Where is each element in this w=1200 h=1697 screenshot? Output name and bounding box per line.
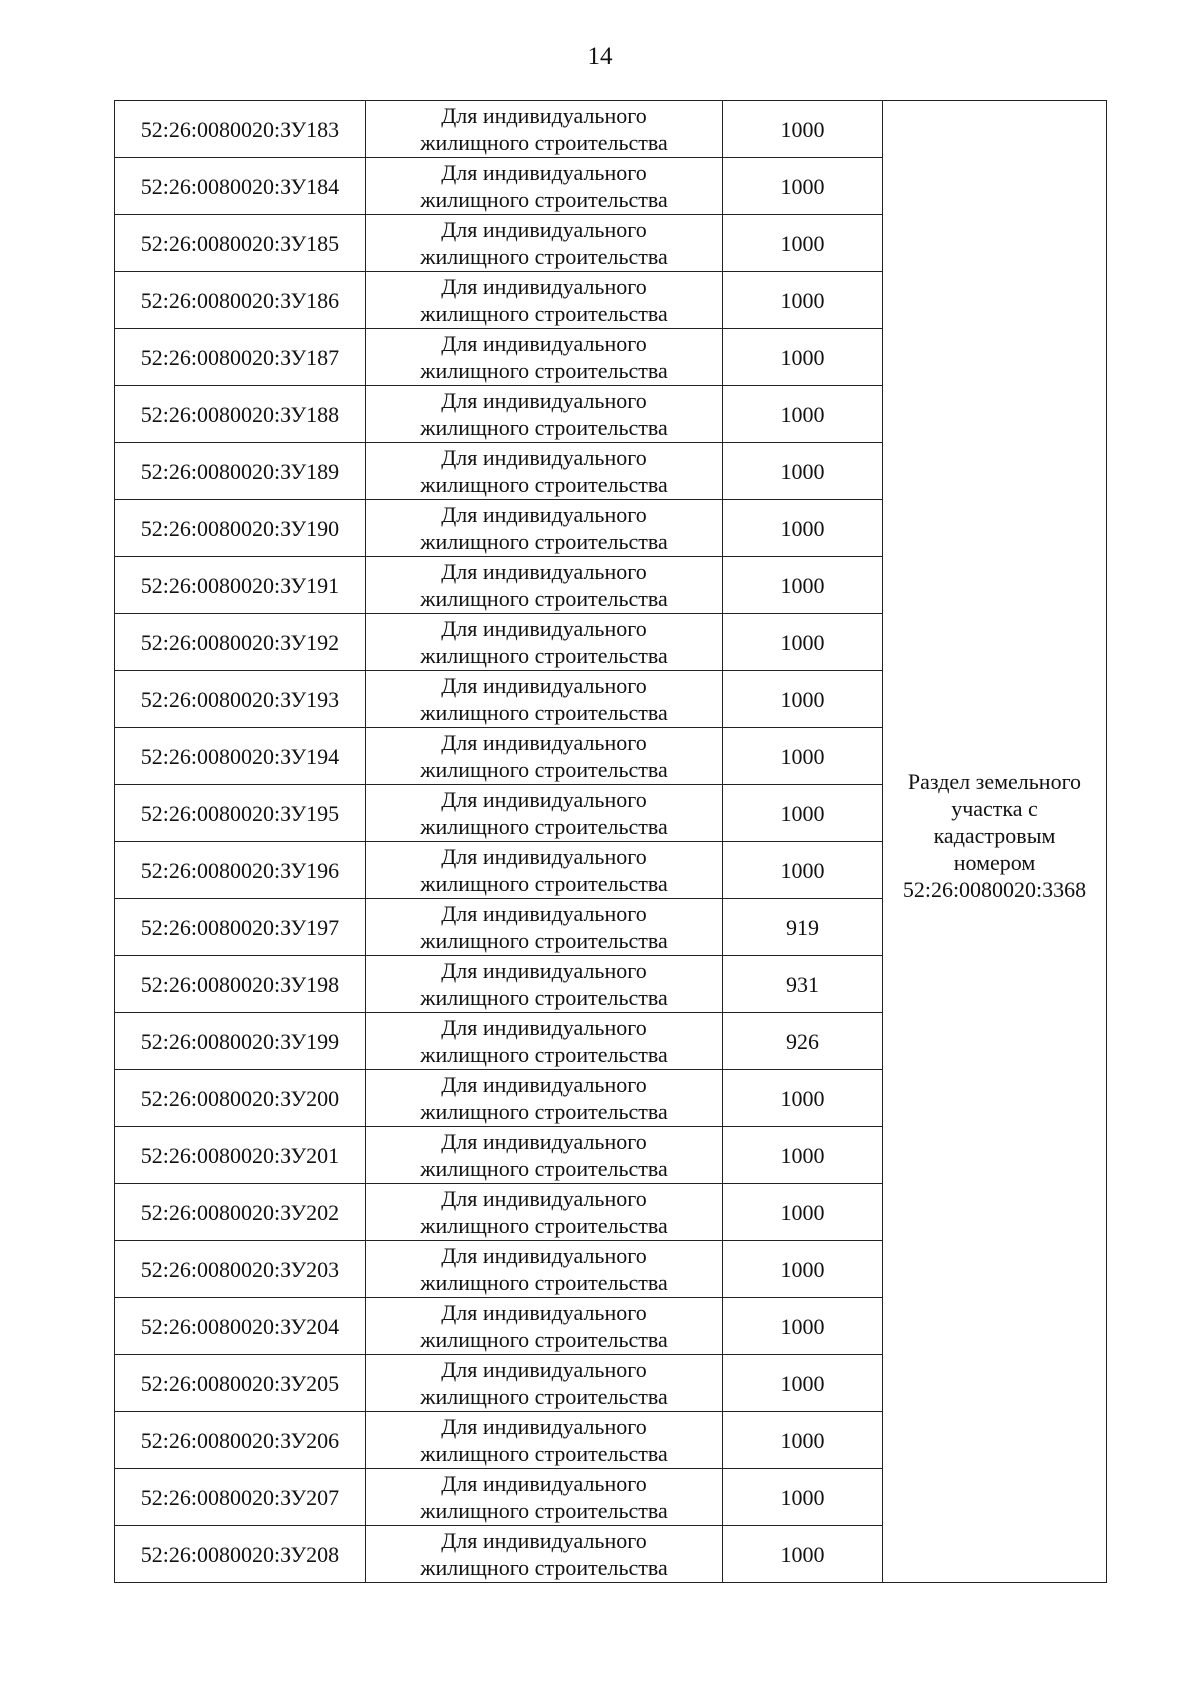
cadastral-number-cell: 52:26:0080020:ЗУ187 [115,329,366,386]
area-cell: 1000 [723,386,883,443]
land-plots-table [114,100,1107,1583]
permitted-use-cell [366,785,723,842]
permitted-use-line-2: жилищного строительства [420,301,668,326]
permitted-use-line-1: Для индивидуального [441,1186,647,1211]
permitted-use-line-2: жилищного строительства [420,1384,668,1409]
area-cell: 1000 [723,1526,883,1583]
cadastral-number-cell: 52:26:0080020:ЗУ204 [115,1298,366,1355]
area-cell: 1000 [723,443,883,500]
area-cell: 1000 [723,1355,883,1412]
permitted-use-line-1: Для индивидуального [441,1357,647,1382]
area-cell: 1000 [723,500,883,557]
area-cell: 1000 [723,1184,883,1241]
permitted-use-line-2: жилищного строительства [420,586,668,611]
permitted-use-line-1: Для индивидуального [441,559,647,584]
permitted-use-line-1: Для индивидуального [441,1243,647,1268]
area-cell: 1000 [723,785,883,842]
permitted-use-line-1: Для индивидуального [441,388,647,413]
permitted-use-line-2: жилищного строительства [420,1099,668,1124]
permitted-use-cell [366,557,723,614]
permitted-use-line-2: жилищного строительства [420,1042,668,1067]
area-cell: 1000 [723,1469,883,1526]
cadastral-number-cell: 52:26:0080020:ЗУ191 [115,557,366,614]
cadastral-number-cell: 52:26:0080020:ЗУ194 [115,728,366,785]
cadastral-number-cell: 52:26:0080020:ЗУ186 [115,272,366,329]
permitted-use-line-2: жилищного строительства [420,130,668,155]
permitted-use-line-2: жилищного строительства [420,415,668,440]
permitted-use-cell [366,1355,723,1412]
permitted-use-line-1: Для индивидуального [441,1414,647,1439]
permitted-use-cell [366,1184,723,1241]
permitted-use-cell [366,500,723,557]
permitted-use-cell [366,956,723,1013]
permitted-use-cell [366,1241,723,1298]
permitted-use-line-2: жилищного строительства [420,1555,668,1580]
area-cell: 1000 [723,557,883,614]
cadastral-number-cell: 52:26:0080020:ЗУ206 [115,1412,366,1469]
permitted-use-line-1: Для индивидуального [441,217,647,242]
permitted-use-line-2: жилищного строительства [420,1213,668,1238]
permitted-use-line-2: жилищного строительства [420,1156,668,1181]
table-row [115,101,1107,158]
cadastral-number-cell: 52:26:0080020:ЗУ198 [115,956,366,1013]
permitted-use-cell [366,1013,723,1070]
permitted-use-cell [366,1070,723,1127]
permitted-use-line-2: жилищного строительства [420,643,668,668]
area-cell: 1000 [723,728,883,785]
permitted-use-cell [366,272,723,329]
formation-method-line4: номером [953,850,1036,875]
permitted-use-cell [366,1526,723,1583]
formation-method-line3: кадастровым [933,823,1056,848]
permitted-use-line-1: Для индивидуального [441,331,647,356]
cadastral-number-cell: 52:26:0080020:ЗУ192 [115,614,366,671]
permitted-use-line-1: Для индивидуального [441,787,647,812]
area-cell: 931 [723,956,883,1013]
cadastral-number-cell: 52:26:0080020:ЗУ195 [115,785,366,842]
permitted-use-cell [366,899,723,956]
permitted-use-line-2: жилищного строительства [420,472,668,497]
permitted-use-line-1: Для индивидуального [441,1129,647,1154]
permitted-use-line-1: Для индивидуального [441,160,647,185]
permitted-use-line-2: жилищного строительства [420,700,668,725]
permitted-use-line-1: Для индивидуального [441,103,647,128]
permitted-use-line-2: жилищного строительства [420,871,668,896]
permitted-use-cell [366,1298,723,1355]
permitted-use-cell [366,614,723,671]
area-cell: 926 [723,1013,883,1070]
cadastral-number-cell: 52:26:0080020:ЗУ203 [115,1241,366,1298]
permitted-use-line-2: жилищного строительства [420,928,668,953]
permitted-use-line-1: Для индивидуального [441,673,647,698]
cadastral-number-cell: 52:26:0080020:ЗУ208 [115,1526,366,1583]
permitted-use-cell [366,1412,723,1469]
permitted-use-line-1: Для индивидуального [441,730,647,755]
permitted-use-line-1: Для индивидуального [441,844,647,869]
area-cell: 1000 [723,671,883,728]
permitted-use-line-2: жилищного строительства [420,529,668,554]
cadastral-number-cell: 52:26:0080020:ЗУ190 [115,500,366,557]
permitted-use-line-2: жилищного строительства [420,1441,668,1466]
permitted-use-line-2: жилищного строительства [420,187,668,212]
permitted-use-line-2: жилищного строительства [420,1327,668,1352]
permitted-use-line-1: Для индивидуального [441,901,647,926]
cadastral-number-cell: 52:26:0080020:ЗУ188 [115,386,366,443]
permitted-use-line-1: Для индивидуального [441,1300,647,1325]
permitted-use-line-1: Для индивидуального [441,616,647,641]
permitted-use-cell [366,1127,723,1184]
permitted-use-cell [366,386,723,443]
cadastral-number-cell: 52:26:0080020:ЗУ202 [115,1184,366,1241]
permitted-use-cell [366,101,723,158]
formation-method-cell [883,101,1107,1583]
permitted-use-cell [366,443,723,500]
cadastral-number-cell: 52:26:0080020:ЗУ200 [115,1070,366,1127]
permitted-use-cell [366,1469,723,1526]
permitted-use-cell [366,215,723,272]
cadastral-number-cell: 52:26:0080020:ЗУ201 [115,1127,366,1184]
permitted-use-line-1: Для индивидуального [441,502,647,527]
formation-method-text [883,768,1106,903]
cadastral-number-cell: 52:26:0080020:ЗУ196 [115,842,366,899]
permitted-use-cell [366,158,723,215]
cadastral-number-cell: 52:26:0080020:ЗУ184 [115,158,366,215]
cadastral-number-cell: 52:26:0080020:ЗУ199 [115,1013,366,1070]
page-number: 14 [587,43,613,70]
permitted-use-line-1: Для индивидуального [441,445,647,470]
cadastral-number-cell: 52:26:0080020:ЗУ193 [115,671,366,728]
cadastral-number-cell: 52:26:0080020:ЗУ185 [115,215,366,272]
cadastral-number-cell: 52:26:0080020:ЗУ207 [115,1469,366,1526]
area-cell: 1000 [723,1070,883,1127]
cadastral-number-cell: 52:26:0080020:ЗУ189 [115,443,366,500]
area-cell: 1000 [723,158,883,215]
permitted-use-line-2: жилищного строительства [420,1270,668,1295]
permitted-use-line-1: Для индивидуального [441,274,647,299]
formation-method-line2: участка с [951,796,1038,821]
permitted-use-line-1: Для индивидуального [441,1471,647,1496]
permitted-use-line-1: Для индивидуального [441,958,647,983]
area-cell: 1000 [723,1127,883,1184]
cadastral-number-cell: 52:26:0080020:ЗУ183 [115,101,366,158]
permitted-use-cell [366,842,723,899]
area-cell: 1000 [723,1298,883,1355]
permitted-use-line-2: жилищного строительства [420,244,668,269]
area-cell: 1000 [723,614,883,671]
cadastral-number-cell: 52:26:0080020:ЗУ197 [115,899,366,956]
permitted-use-line-2: жилищного строительства [420,985,668,1010]
area-cell: 1000 [723,1241,883,1298]
permitted-use-cell [366,728,723,785]
permitted-use-line-1: Для индивидуального [441,1072,647,1097]
area-cell: 919 [723,899,883,956]
area-cell: 1000 [723,215,883,272]
permitted-use-line-2: жилищного строительства [420,814,668,839]
permitted-use-line-2: жилищного строительства [420,1498,668,1523]
permitted-use-line-1: Для индивидуального [441,1015,647,1040]
cadastral-number-cell: 52:26:0080020:ЗУ205 [115,1355,366,1412]
area-cell: 1000 [723,272,883,329]
permitted-use-line-2: жилищного строительства [420,358,668,383]
permitted-use-cell [366,329,723,386]
permitted-use-cell [366,671,723,728]
area-cell: 1000 [723,329,883,386]
permitted-use-line-2: жилищного строительства [420,757,668,782]
formation-method-line1: Раздел земельного [907,769,1082,794]
table-body [115,101,1107,1583]
formation-method-line5: 52:26:0080020:3368 [902,877,1087,902]
area-cell: 1000 [723,1412,883,1469]
area-cell: 1000 [723,101,883,158]
area-cell: 1000 [723,842,883,899]
permitted-use-line-1: Для индивидуального [441,1528,647,1553]
